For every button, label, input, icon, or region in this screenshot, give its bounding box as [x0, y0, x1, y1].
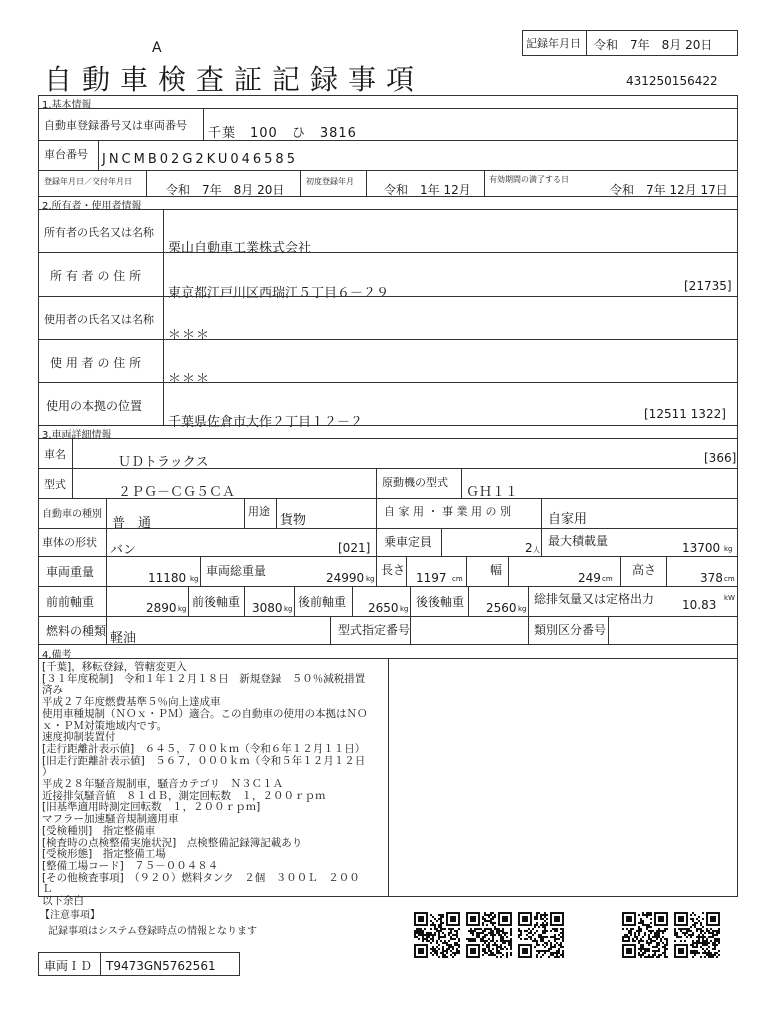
user-address-value: ＊＊＊: [168, 372, 211, 387]
rf-axle-value: 2650: [368, 601, 399, 615]
ff-axle-label: 前前軸重: [46, 595, 95, 609]
vehicle-weight-label: 車両重量: [46, 565, 95, 579]
qr-code-icon: [518, 912, 564, 958]
ff-axle-unit: kg: [178, 605, 187, 613]
ff-axle-value: 2890: [146, 601, 177, 615]
displacement-label: 総排気量又は定格出力: [534, 592, 655, 606]
chassis-label: 車台番号: [44, 148, 88, 161]
reg-no-value: 千葉 100 ひ 3816: [208, 126, 357, 141]
expiry-label: 有効期間の満了する日: [489, 175, 569, 184]
owner-name-value: 栗山自動車工業株式会社: [168, 241, 312, 256]
vehicle-kind-label: 自動車の種別: [42, 509, 102, 520]
fr-axle-value: 3080: [252, 601, 283, 615]
qr-code-icon: [466, 912, 512, 958]
length-unit: cm: [452, 575, 463, 583]
height-unit: cm: [724, 575, 735, 583]
user-address-label: 使 用 者 の 住 所: [50, 356, 142, 370]
length-value: 1197: [416, 571, 447, 585]
first-reg-label: 初度登録年月: [306, 177, 354, 186]
fr-axle-label: 前後軸重: [192, 595, 241, 609]
height-value: 378: [700, 571, 723, 585]
gross-weight-label: 車両総重量: [206, 564, 267, 578]
qr-code-icon: [622, 912, 668, 958]
owner-address-label: 所 有 者 の 住 所: [50, 269, 142, 283]
base-location-label: 使用の本拠の位置: [46, 399, 143, 413]
section-vehicle-header: 3.車両詳細情報: [42, 430, 112, 441]
vehicle-weight-value: 11180: [148, 571, 187, 585]
section-remarks-header: 4.備考: [42, 650, 72, 661]
owner-address-code: [21735]: [684, 279, 732, 293]
chassis-value: JNCMB02G2KU046585: [102, 152, 298, 167]
private-business-label: 自 家 用 ・ 事 業 用 の 別: [384, 505, 511, 518]
fuel-label: 燃料の種類: [46, 624, 107, 638]
owner-name-label: 所有者の氏名又は名称: [44, 226, 154, 239]
car-name-label: 車名: [44, 448, 66, 461]
displacement-unit: kW: [724, 594, 735, 602]
reg-date-label: 登録年月日／交付年月日: [44, 177, 132, 186]
vehicle-kind-value: 普 通: [112, 516, 152, 531]
model-value: ２ＰＧ－ＣＧ５ＣＡ: [118, 485, 236, 500]
vehicle-id-value: T9473GN5762561: [106, 959, 216, 973]
car-name-value: ＵＤトラックス: [118, 455, 209, 470]
engine-model-label: 原動機の型式: [382, 476, 448, 489]
record-date-label: 記録年月日: [526, 37, 581, 50]
qr-code-icon: [414, 912, 460, 958]
width-unit: cm: [602, 575, 613, 583]
section-basic-header: 1.基本情報: [42, 100, 92, 111]
rr-axle-unit: kg: [518, 605, 527, 613]
class-number-label: 類別区分番号: [534, 623, 607, 637]
max-load-value: 13700: [682, 541, 721, 555]
user-name-value: ＊＊＊: [168, 328, 211, 343]
document-number: 431250156422: [626, 74, 718, 88]
vehicle-weight-unit: kg: [190, 575, 199, 583]
first-reg-value: 令和 1年 12月: [384, 183, 471, 197]
rr-axle-value: 2560: [486, 601, 517, 615]
gross-weight-value: 24990: [326, 571, 365, 585]
body-shape-code: [021]: [338, 541, 371, 555]
gross-weight-unit: kg: [366, 575, 375, 583]
max-load-label: 最大積載量: [548, 534, 609, 548]
body-shape-value: バン: [110, 543, 137, 558]
capacity-label: 乗車定員: [384, 535, 433, 549]
displacement-value: 10.83: [682, 598, 717, 612]
vehicle-id-label: 車両ＩＤ: [44, 959, 93, 973]
record-mark: A: [152, 40, 162, 56]
model-label: 型式: [44, 478, 66, 491]
section-owner-header: 2.所有者・使用者情報: [42, 201, 142, 212]
fr-axle-unit: kg: [284, 605, 293, 613]
rf-axle-unit: kg: [400, 605, 409, 613]
use-label: 用途: [248, 505, 270, 518]
qr-code-icon: [674, 912, 720, 958]
notes-label: 【注意事項】: [40, 910, 100, 921]
use-value: 貨物: [280, 513, 307, 528]
engine-model-value: ＧＨ１１: [466, 485, 519, 500]
reg-no-label: 自動車登録番号又は車両番号: [44, 119, 187, 132]
rf-axle-label: 後前軸重: [298, 595, 347, 609]
fuel-value: 軽油: [110, 631, 137, 646]
remarks-text: [千葉]，移転登録，管轄変更入 [３１年度税制] 令和１年１２月１８日 新規登録 ５０％減税措置 済み 平成２７年度燃費基準５％向上達成車 使用車種規制（ＮＯｘ・ＰＭ）適合。この自動車の使用の本拠はＮＯ ｘ・ＰＭ対策地域内です。 速度抑制装置付 [走行距離計表示値] ６４５，７００ｋｍ（令和６年１２月１１日） [旧走行距離計表示値] ５６７，０００ｋｍ（令和５年１２月１２日 ） 平成２８年騒音規制車，騒音カテゴリ Ｎ３Ｃ１Ａ 近接排気騒音値 ８１ｄＢ，測定回転数 １，２００ｒｐｍ [旧基準適用時測定回転数 １，２００ｒｐｍ] マフラー加速騒音規制適用車 [受検種別] 指定整備車 [検査時の点検整備実施状況] 点検整備記録簿記載あり [受検形態] 指定整備工場 [整備工場コード] ７５－００４８４ [その他検査事項] （９２０）燃料タンク ２個 ３００Ｌ ２００ Ｌ 以下余白: [42, 661, 368, 908]
width-value: 249: [578, 571, 601, 585]
owner-address-value: 東京都江戸川区西瑞江５丁目６－２９: [168, 286, 390, 301]
capacity-unit: 人: [533, 546, 540, 554]
height-label: 高さ: [632, 563, 657, 577]
base-location-code: [12511 1322]: [644, 407, 726, 421]
private-business-value: 自家用: [548, 512, 588, 527]
page-title: 自動車検査証記録事項: [44, 63, 425, 96]
type-designation-label: 型式指定番号: [338, 623, 411, 637]
length-label: 長さ: [381, 563, 406, 577]
width-label: 幅: [490, 563, 503, 577]
user-name-label: 使用者の氏名又は名称: [44, 313, 154, 326]
body-shape-label: 車体の形状: [42, 536, 97, 549]
car-name-code: [366]: [704, 451, 737, 465]
expiry-value: 令和 7年 12月 17日: [610, 183, 728, 197]
rr-axle-label: 後後軸重: [416, 595, 465, 609]
base-location-value: 千葉県佐倉市大作２丁目１２－２: [168, 415, 364, 430]
reg-date-value: 令和 7年 8月 20日: [166, 183, 285, 197]
notes-text: 記録事項はシステム登録時点の情報となります: [48, 926, 257, 937]
capacity-value: 2: [525, 541, 533, 555]
max-load-unit: kg: [724, 545, 733, 553]
record-date-value: 令和 7年 8月 20日: [594, 38, 713, 52]
